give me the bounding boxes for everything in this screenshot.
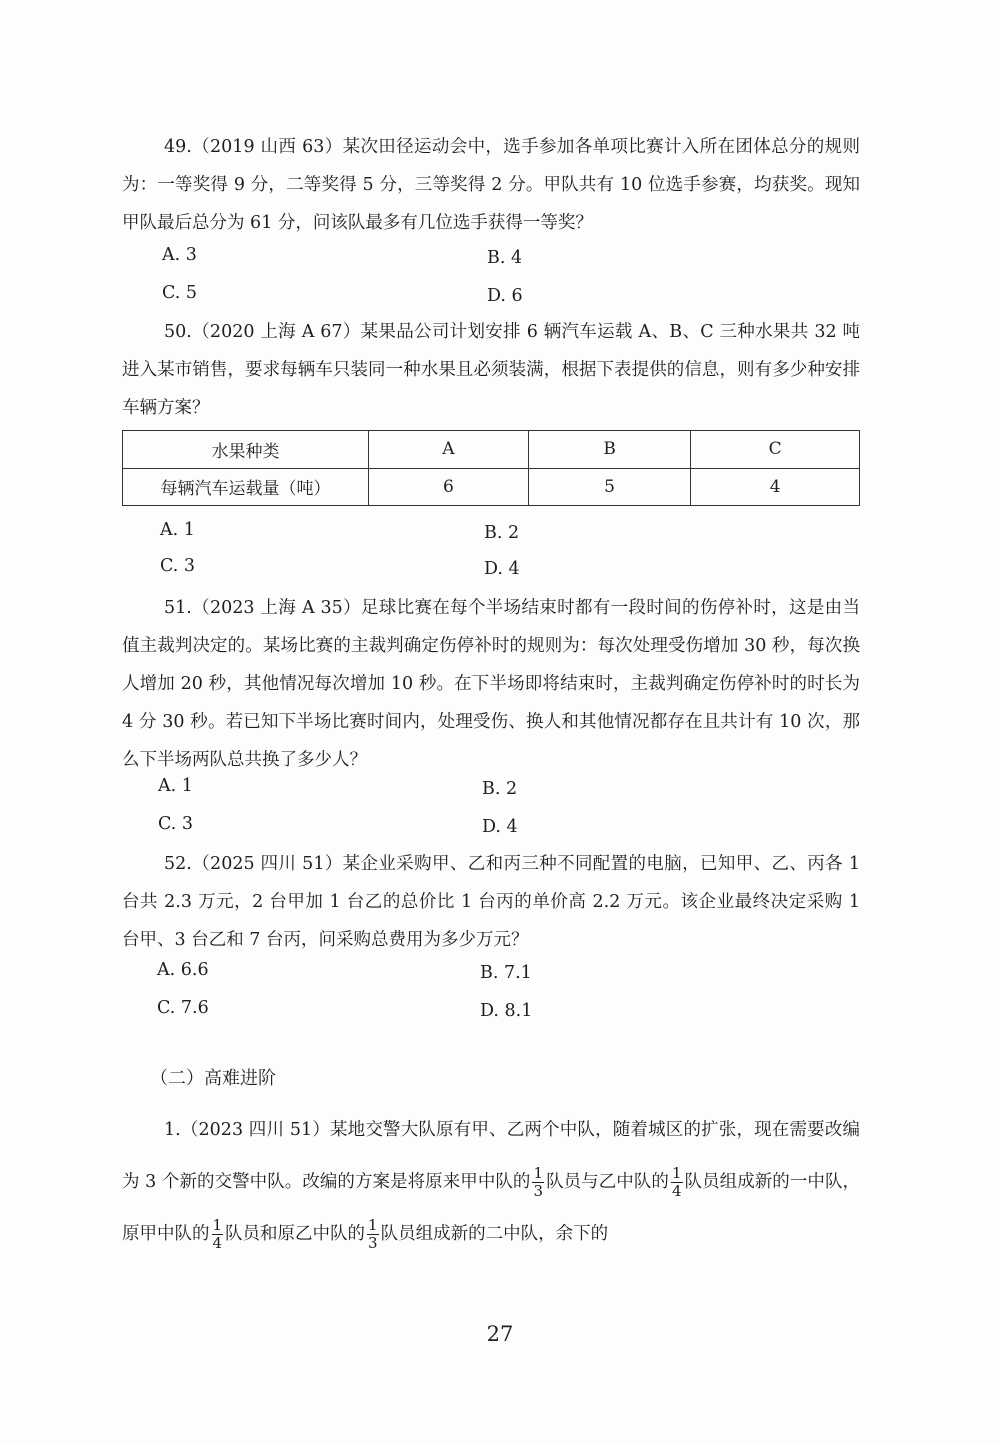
question-49-option-a: A. 3 <box>162 245 197 265</box>
question-50-text: 50.（2020 上海 A 67）某果品公司计划安排 6 辆汽车运载 A、B、C 三种水果共 32 吨进入某市销售，要求每辆车只装同一种水果且必须装满，根据下表提供的信息，则有多少种安排车辆方案？ <box>122 322 860 418</box>
question-52-option-c: C. 7.6 <box>157 998 209 1018</box>
question-49-option-b: B. 4 <box>487 248 523 268</box>
table-cell: 每辆汽车运载量（吨） <box>123 468 369 506</box>
table-header-cell: C <box>691 431 860 469</box>
table-header-row <box>123 431 860 469</box>
question-50-option-b: B. 2 <box>484 523 520 543</box>
text-segment: 1.（2023 四川 51）某地交警大队原有甲、乙两个中队，随着城区的扩张，现在需要改编为 3 个新的交警中队。改编的方案是将原来甲中队的 <box>122 1120 860 1192</box>
question-52-option-b: B. 7.1 <box>480 963 532 983</box>
table-header-cell: 水果种类 <box>123 431 369 469</box>
page-number: 27 <box>486 1322 514 1346</box>
table-cell: 6 <box>369 468 529 506</box>
section-title: （二）高难进阶 <box>150 1068 276 1089</box>
fraction-one-fourth <box>671 1165 683 1200</box>
question-51-option-a: A. 1 <box>158 776 193 796</box>
table-cell: 5 <box>528 468 690 506</box>
question-50-option-c: C. 3 <box>160 556 196 576</box>
question-49-text: 49.（2019 山西 63）某次田径运动会中，选手参加各单项比赛计入所在团体总分的规则为：一等奖得 9 分，二等奖得 5 分，三等奖得 2 分。甲队共有 10 位选手参赛，均获奖。现知甲队最后总分为 61 分，问该队最多有几位选手获得一等奖？ <box>122 137 860 233</box>
table-header-cell: B <box>528 431 690 469</box>
fraction-one-third <box>532 1165 544 1200</box>
question-51-option-b: B. 2 <box>482 779 518 799</box>
fraction-denominator: 4 <box>671 1182 682 1200</box>
fraction-numerator: 1 <box>368 1216 378 1234</box>
fruit-capacity-table <box>122 430 860 506</box>
question-50-option-a: A. 1 <box>160 520 195 540</box>
question-52-option-a: A. 6.6 <box>157 960 209 980</box>
question-51-option-d: D. 4 <box>482 817 518 837</box>
question-52-option-d: D. 8.1 <box>480 1001 533 1021</box>
fraction-numerator: 1 <box>671 1164 682 1182</box>
table-cell: 4 <box>691 468 860 506</box>
table-row <box>123 468 860 506</box>
text-segment: 队员组成新的二中队，余下的 <box>380 1224 609 1244</box>
fraction-denominator: 3 <box>533 1182 544 1200</box>
fraction-one-third <box>367 1217 379 1252</box>
table-header-cell: A <box>369 431 529 469</box>
question-49-option-d: D. 6 <box>487 286 523 306</box>
text-segment: 队员和原乙中队的 <box>225 1224 366 1244</box>
question-51-option-c: C. 3 <box>158 814 194 834</box>
question-51-text: 51.（2023 上海 A 35）足球比赛在每个半场结束时都有一段时间的伤停补时，这是由当值主裁判决定的。某场比赛的主裁判确定伤停补时的规则为：每次处理受伤增加 30 秒，每次换人增加 20 秒，其他情况每次增加 10 秒。在下半场即将结束时，主裁判确定伤停补时的时长为 4 分 30 秒。若已知下半场比赛时间内，处理受伤、换人和其他情况都存在且共计有 10 次，那么下半场两队总共换了多少人？ <box>122 598 860 770</box>
question-50-option-d: D. 4 <box>484 559 520 579</box>
question-49-option-c: C. 5 <box>162 283 198 303</box>
fraction-one-fourth <box>212 1217 224 1252</box>
fraction-numerator: 1 <box>533 1164 544 1182</box>
text-segment: 队员与乙中队的 <box>546 1172 669 1192</box>
fraction-denominator: 4 <box>212 1234 223 1252</box>
fraction-numerator: 1 <box>212 1216 223 1234</box>
text-segment: 队员组成新的一中队，原甲中队的 <box>122 1172 861 1244</box>
fraction-denominator: 3 <box>368 1234 378 1252</box>
advanced-question-1-text <box>122 1104 860 1260</box>
question-52-text: 52.（2025 四川 51）某企业采购甲、乙和丙三种不同配置的电脑，已知甲、乙、丙各 1 台共 2.3 万元，2 台甲加 1 台乙的总价比 1 台丙的单价高 2.2 万元。该企业最终决定采购 1 台甲、3 台乙和 7 台丙，问采购总费用为多少万元？ <box>122 854 860 950</box>
